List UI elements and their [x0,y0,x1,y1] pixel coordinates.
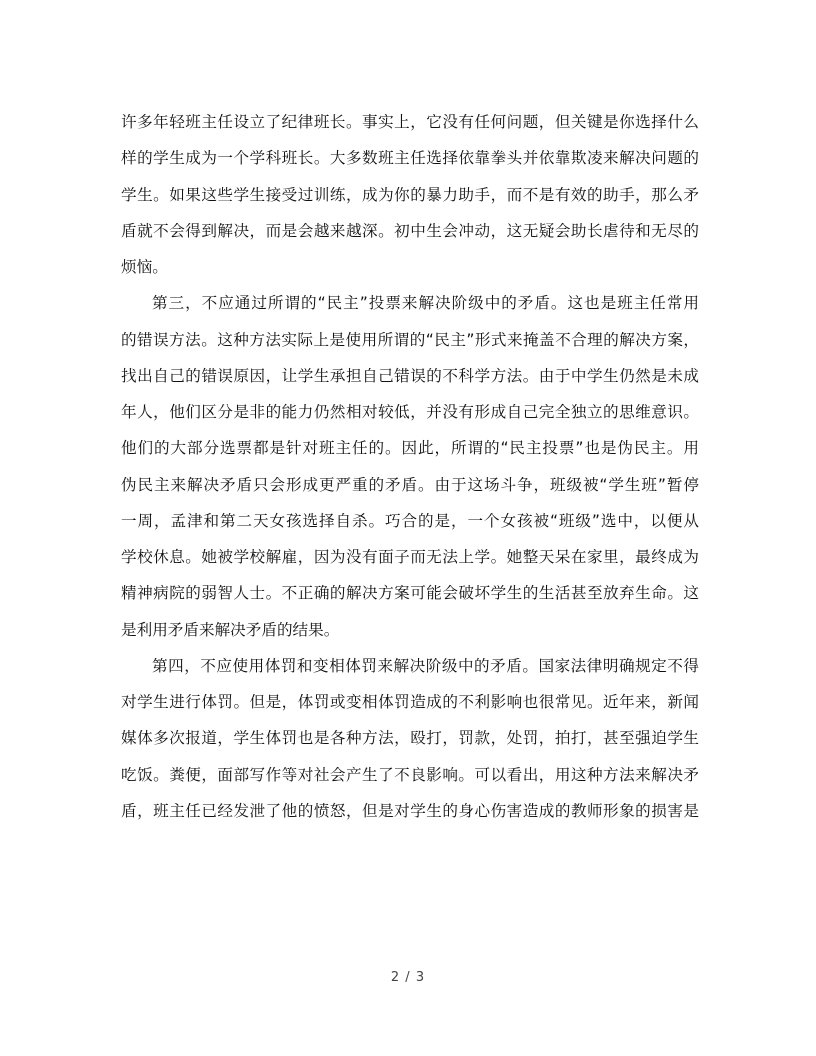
text-line: 吃饭。粪便，面部写作等对社会产生了不良影响。可以看出，用这种方法来解决矛 [121,765,699,784]
text-line: 样的学生成为一个学科班长。大多数班主任选择依靠拳头并依靠欺凌来解决问题的 [121,149,699,168]
page-number: 2 / 3 [390,970,426,985]
text-line: 学校休息。她被学校解雇，因为没有面子而无法上学。她整天呆在家里，最终成为 [121,548,699,566]
text-line: 盾就不会得到解决，而是会越来越深。初中生会冲动，这无疑会助长虐待和无尽的 [121,221,699,240]
text-line: 媒体多次报道，学生体罚也是各种方法，殴打，罚款，处罚，拍打，甚至强迫学生 [121,729,699,748]
text-line: 年人，他们区分是非的能力仍然相对较低，并没有形成自己完全独立的思维意识。 [121,403,699,421]
paragraph-1 [121,104,699,285]
text-line: 找出自己的错误原因，让学生承担自己错误的不科学方法。由于中学生仍然是未成 [121,366,699,385]
text-line: 精神病院的弱智人士。不正确的解决方案可能会破坏学生的生活甚至放弃生命。这 [121,584,699,603]
body-text [121,104,699,829]
text-line: 是利用矛盾来解决矛盾的结果。 [121,620,340,639]
text-line: 一周，孟津和第二天女孩选择自杀。巧合的是，一个女孩被“班级”选中，以便从 [121,511,699,530]
text-line: 第三，不应通过所谓的“民主”投票来解决阶级中的矛盾。这也是班主任常用 [152,294,699,313]
paragraph-3 [121,648,699,829]
text-line: 盾，班主任已经发泄了他的愤怒，但是对学生的身心伤害造成的教师形象的损害是 [121,801,699,820]
text-line: 学生。如果这些学生接受过训练，成为你的暴力助手，而不是有效的助手，那么矛 [121,185,699,204]
paragraph-2 [121,285,699,648]
text-line: 烦恼。 [121,258,168,276]
text-line: 许多年轻班主任设立了纪律班长。事实上，它没有任何问题，但关键是你选择什么 [121,113,699,131]
text-line: 的错误方法。这种方法实际上是使用所谓的“民主”形式来掩盖不合理的解决方案， [121,330,699,349]
text-line: 他们的大部分选票都是针对班主任的。因此，所谓的“民主投票”也是伪民主。用 [121,439,699,458]
text-line: 伪民主来解决矛盾只会形成更严重的矛盾。由于这场斗争，班级被“学生班”暂停 [121,475,699,494]
text-line: 对学生进行体罚。但是，体罚或变相体罚造成的不利影响也很常见。近年来，新闻 [121,693,699,711]
text-line: 第四，不应使用体罚和变相体罚来解决阶级中的矛盾。国家法律明确规定不得 [152,656,699,675]
